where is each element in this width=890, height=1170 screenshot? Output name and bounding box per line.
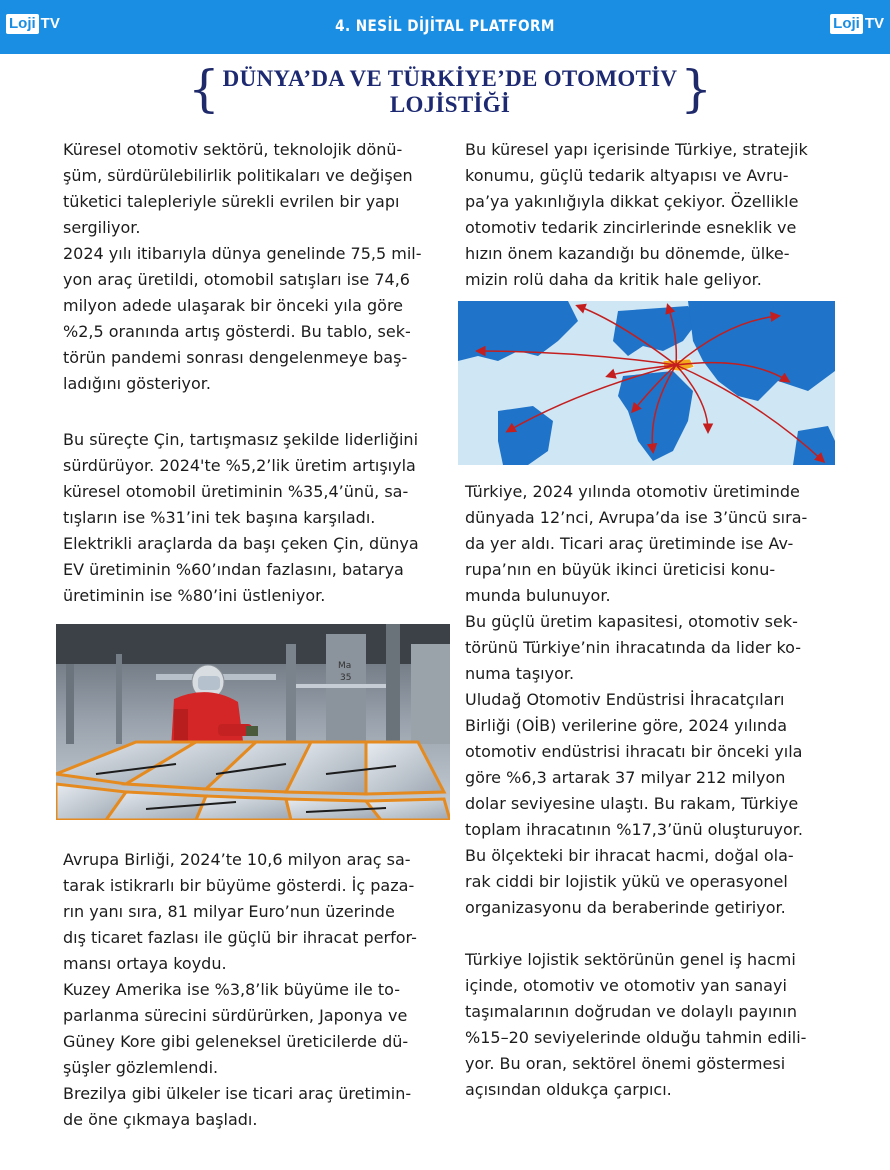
paragraph-text: Türkiye lojistik sektörünün genel iş hacmi içinde, otomotiv ve otomotiv yan sanayi taşımalarının doğrudan ve dolaylı payının %15–20 seviyelerinde olduğu tahmin edili- yor. Bu oran, sektörel önemi göstermesi açısından oldukça çarpıcı. [465, 950, 807, 1099]
header-bar [0, 0, 890, 54]
logo-tv-text: TV [864, 15, 884, 32]
article-title-block [188, 62, 712, 120]
battery-factory-photo [56, 624, 450, 820]
right-brace-icon: } [680, 60, 712, 118]
left-brace-icon: { [188, 60, 220, 118]
svg-text:Ma: Ma [338, 661, 352, 671]
paragraph-text: Küresel otomotiv sektörü, teknolojik dönü- şüm, sürdürülebilirlik politikaları ve değişen tüketici talepleriyle sürekli evrilen bir yapı sergiliyor. 2024 yılı itibarıyla dünya genelinde 75,5 mil- yon araç üretildi, otomobil satışları ise 74,6 milyon adede ulaşarak bir önceki yıla göre %2,5 oranında artış gösterdi. Bu tablo, sek- törün pandemi sonrası dengelenmeye baş- ladığını gösteriyor. [63, 140, 422, 393]
right-paragraph-3 [465, 947, 840, 1103]
logo-box-text: Loji [6, 14, 39, 34]
left-paragraph-3 [63, 847, 443, 1133]
platform-title: 4. NESİL DİJİTAL PLATFORM [335, 16, 555, 35]
paragraph-text: Bu küresel yapı içerisinde Türkiye, stratejik konumu, güçlü tedarik altyapısı ve Avru- pa’ya yakınlığıyla dikkat çekiyor. Özellikle otomotiv tedarik zincirlerinde esneklik ve hızın önem kazandığı bu dönemde, ülke- mizin rolü daha da kritik hale geliyor. [465, 140, 808, 289]
left-paragraph-2 [63, 427, 443, 609]
paragraph-text: Bu süreçte Çin, tartışmasız şekilde liderliğini sürdürüyor. 2024'te %5,2’lik üretim artışıyla küresel otomobil üretiminin %35,4’ünü, sa- tışların ise %31’ini tek başına karşıladı. Elektrikli araçlarda da başı çeken Çin, dünya EV üretiminin %60’ından fazlasını, batarya üretiminin ise %80’ini üstleniyor. [63, 430, 419, 605]
paragraph-text: Türkiye, 2024 yılında otomotiv üretiminde dünyada 12’nci, Avrupa’da ise 3’üncü sıra- da yer aldı. Ticari araç üretiminde ise Av- rupa’nın en büyük ikinci üreticisi konu- munda bulunuyor. Bu güçlü üretim kapasitesi, otomotiv sek- törünü Türkiye’nin ihracatında da lider ko- numa taşıyor. Uludağ Otomotiv Endüstrisi İhracatçıları Birliği (OİB) verilerine göre, 2024 yılında otomotiv endüstrisi ihracatı bir önceki yıla göre %6,3 artarak 37 milyar 212 milyon dolar seviyesine ulaştı. Bu rakam, Türkiye toplam ihracatının %17,3’ünü oluşturuyor. Bu ölçekteki bir ihracat hacmi, doğal ola- rak ciddi bir lojistik yükü ve operasyonel organizasyonu da beraberinde getiriyor. [465, 482, 808, 917]
lojitv-logo-right[interactable] [830, 14, 884, 34]
right-paragraph-2 [465, 479, 840, 921]
svg-text:35: 35 [340, 673, 352, 683]
world-trade-map [458, 301, 835, 465]
right-paragraph-1 [465, 137, 840, 293]
article-title: DÜNYA’DA VE TÜRKİYE’DE OTOMOTİV LOJİSTİĞİ [222, 66, 678, 117]
lojitv-logo-left[interactable] [6, 14, 60, 34]
logo-tv-text: TV [40, 15, 60, 32]
left-paragraph-1 [63, 137, 443, 397]
logo-box-text: Loji [830, 14, 863, 34]
paragraph-text: Avrupa Birliği, 2024’te 10,6 milyon araç sa- tarak istikrarlı bir büyüme gösterdi. İç paza- rın yanı sıra, 81 milyar Euro’nun üzerinde dış ticaret fazlası ile güçlü bir ihracat perfor- mansı ortaya koydu. Kuzey Amerika ise %3,8’lik büyüme ile to- parlanma sürecini sürdürürken, Japonya ve Güney Kore gibi geleneksel üreticilerde dü- şüşler gözlemlendi. Brezilya gibi ülkeler ise ticari araç üretimin- de öne çıkmaya başladı. [63, 850, 417, 1129]
